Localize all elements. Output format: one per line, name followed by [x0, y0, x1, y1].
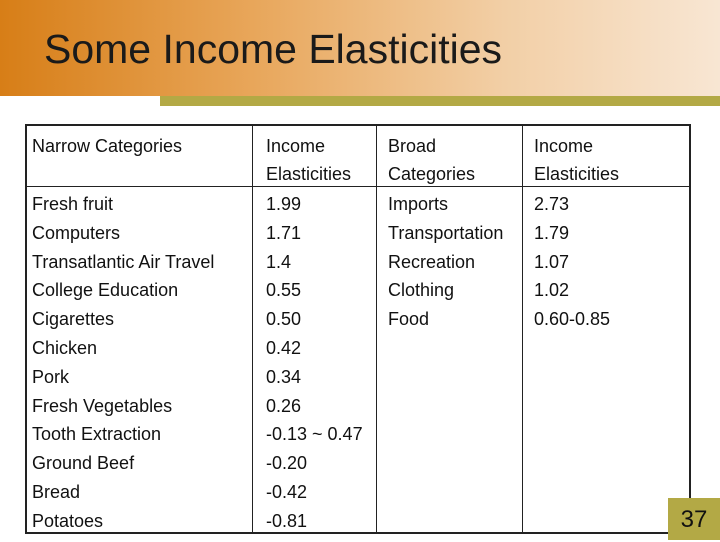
list-item: 0.34 — [266, 366, 302, 387]
list-item: -0.13 ~ 0.47 — [266, 424, 363, 445]
page-number: 37 — [668, 498, 720, 540]
list-item: 1.07 — [534, 251, 570, 272]
list-item: Computers — [32, 222, 121, 243]
list-item: 0.26 — [266, 395, 302, 416]
broad-category-list — [388, 190, 503, 334]
list-item: Imports — [388, 194, 449, 214]
broad-elasticity-list — [534, 190, 610, 334]
list-item: -0.20 — [266, 453, 308, 474]
list-item: Recreation — [388, 251, 476, 272]
list-item: 0.42 — [266, 337, 302, 358]
slide-title: Some Income Elasticities — [44, 26, 503, 72]
list-item: 1.4 — [266, 251, 292, 272]
list-item: 0.60-0.85 — [534, 309, 611, 330]
header-broad-categories: Broad Categories — [388, 136, 476, 184]
elasticities-table — [25, 124, 691, 534]
list-item: Clothing — [388, 280, 455, 301]
list-item: 1.99 — [266, 194, 302, 214]
list-item: Ground Beef — [32, 453, 135, 474]
list-item: Tooth Extraction — [32, 424, 162, 445]
list-item: 0.55 — [266, 280, 302, 301]
list-item: Chicken — [32, 337, 98, 358]
list-item: College Education — [32, 280, 179, 301]
list-item: Fresh Vegetables — [32, 395, 173, 416]
list-item: 1.79 — [534, 222, 570, 243]
list-item: Potatoes — [32, 510, 104, 531]
narrow-elasticity-list — [266, 190, 363, 536]
narrow-category-list — [32, 190, 214, 536]
list-item: 1.02 — [534, 280, 570, 301]
list-item: Transportation — [388, 222, 504, 243]
accent-bar — [160, 96, 720, 106]
header-income-elasticities-broad: Income Elasticities — [534, 136, 620, 184]
list-item: Fresh fruit — [32, 194, 114, 214]
header-income-elasticities-narrow: Income Elasticities — [266, 136, 352, 184]
list-item: Cigarettes — [32, 309, 115, 330]
list-item: 0.50 — [266, 309, 302, 330]
list-item: -0.42 — [266, 481, 308, 502]
list-item: Bread — [32, 481, 81, 502]
list-item: 1.71 — [266, 222, 302, 243]
header-narrow-categories: Narrow Categories — [32, 136, 183, 156]
list-item: Transatlantic Air Travel — [32, 251, 215, 272]
list-item: 2.73 — [534, 194, 570, 214]
list-item: Food — [388, 309, 430, 330]
list-item: Pork — [32, 366, 70, 387]
list-item: -0.81 — [266, 510, 308, 531]
